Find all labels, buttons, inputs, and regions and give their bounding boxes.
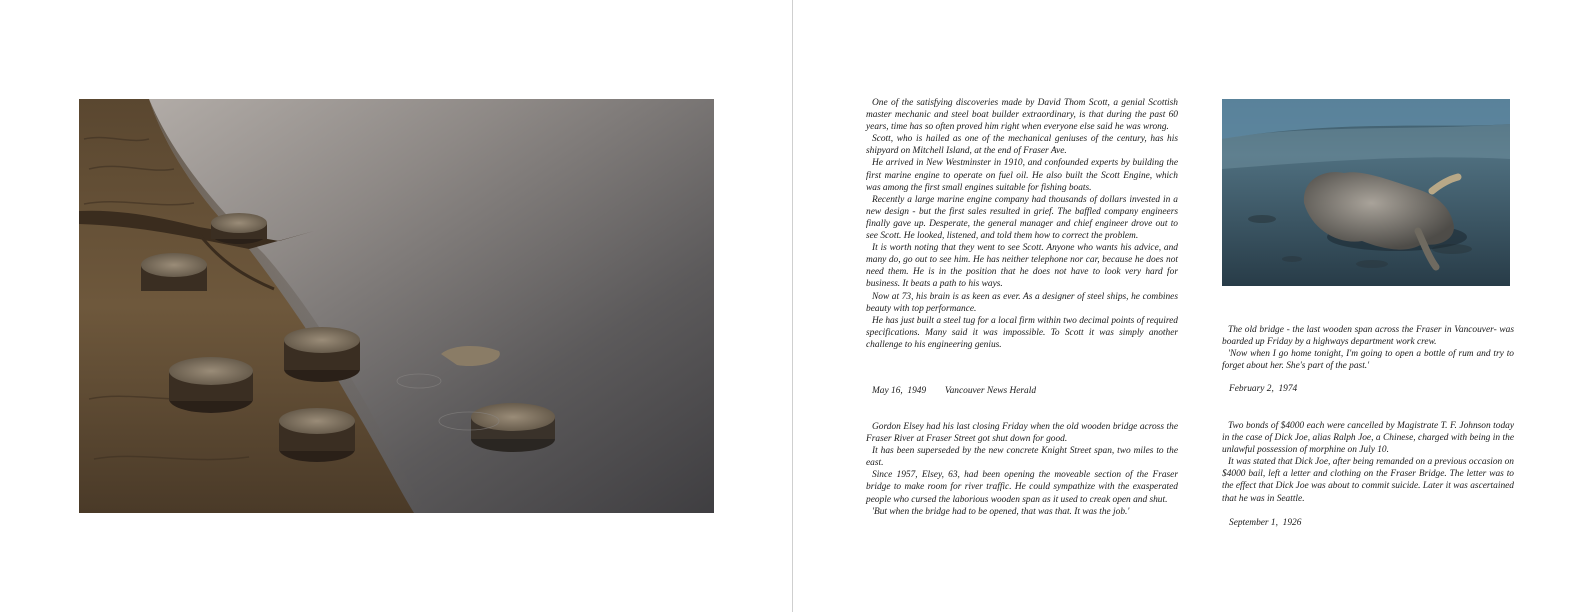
story1-paragraph: Recently a large marine engine company had thousands of dollars invested in a new design - but the first sales resulted in grief. The baffled company engineers finally gave up. Desperate, the general manager and chief engineer drove out to see Scott. He looked, listened, and told them how to correct the problem. [866, 194, 1178, 242]
story3-dateline: February 2, 1974 [1229, 384, 1298, 394]
story1-paragraph: He has just built a steel tug for a local firm within two decimal points of required specifications. Many said it was impossible. To Scott it was simply another challenge to his engineering genius. [866, 315, 1178, 350]
story1-dateline: May 16, 1949 Vancouver News Herald [872, 386, 1037, 396]
story3-paragraph: 'Now when I go home tonight, I'm going to open a bottle of rum and try to forget about her. She's part of the past.' [1222, 349, 1514, 372]
story1-paragraph: Now at 73, his brain is as keen as ever. As a designer of steel ships, he combines beauty with top performance. [866, 291, 1178, 314]
story1-paragraph: Scott, who is hailed as one of the mechanical geniuses of the century, has his shipyard on Mitchell Island, at the end of Fraser Ave. [866, 134, 1178, 157]
story4-paragraph: It was stated that Dick Joe, after being remanded on a previous occasion on $4000 bail, left a letter and clothing on the Fraser Bridge. The letter was to the effect that Dick Joe was about to commit suicide. Later it was ascertained that he was in Seattle. [1222, 457, 1514, 504]
story2-paragraph: 'But when the bridge had to be opened, that was that. It was the job.' [872, 506, 1130, 517]
story1-paragraph: He arrived in New Westminster in 1910, and confounded experts by building the first marine engine to operate on fuel oil. He also built the Scott Engine, which was among the first small engines suitable for fishing boats. [866, 158, 1178, 193]
story4-paragraph: Two bonds of $4000 each were cancelled by Magistrate T. F. Johnson today in the case of Dick Joe, alias Ralph Joe, a Chinese, charged with being in the unlawful possession of morphine on July 10. [1222, 421, 1514, 456]
page-gutter [792, 0, 793, 612]
story-dick-joe-bonds [1222, 420, 1514, 505]
story2-paragraph: Since 1957, Elsey, 63, had been opening the moveable section of the Fraser bridge to make room for river traffic. He could sympathize with the exasperated people who cursed the laborious wooden span as it used to creak open and shut. [866, 470, 1178, 505]
story-old-bridge-closed [1222, 324, 1514, 372]
story1-paragraph: One of the satisfying discoveries made by David Thom Scott, a genial Scottish master mechanic and steel boat builder extraordinary, is that during the past 60 years, time has so often proved him right when everyone else said he was wrong. [866, 98, 1178, 133]
story1-paragraph: It is worth noting that they went to see Scott. Anyone who wants his advice, and many do, go out to see him. He has neither telephone nor car, because he does not need them. He is in the position that he does not have to look very hard for business. It beats a path to his ways. [866, 243, 1178, 290]
story4-dateline: September 1, 1926 [1229, 518, 1302, 528]
story-elsey-bridge [866, 421, 1178, 518]
story2-paragraph: It has been superseded by the new concrete Knight Street span, two miles to the east. [866, 446, 1178, 469]
mudflat-toy-photo [1222, 99, 1510, 286]
story3-paragraph: The old bridge - the last wooden span across the Fraser in Vancouver- was boarded up Friday by a highways department work crew. [1222, 325, 1514, 348]
story2-paragraph: Gordon Elsey had his last closing Friday when the old wooden bridge across the Fraser River at Fraser Street got shut down for good. [866, 422, 1178, 445]
story-scott-shipbuilder [866, 97, 1178, 351]
riverbank-pilings-photo [79, 99, 714, 513]
